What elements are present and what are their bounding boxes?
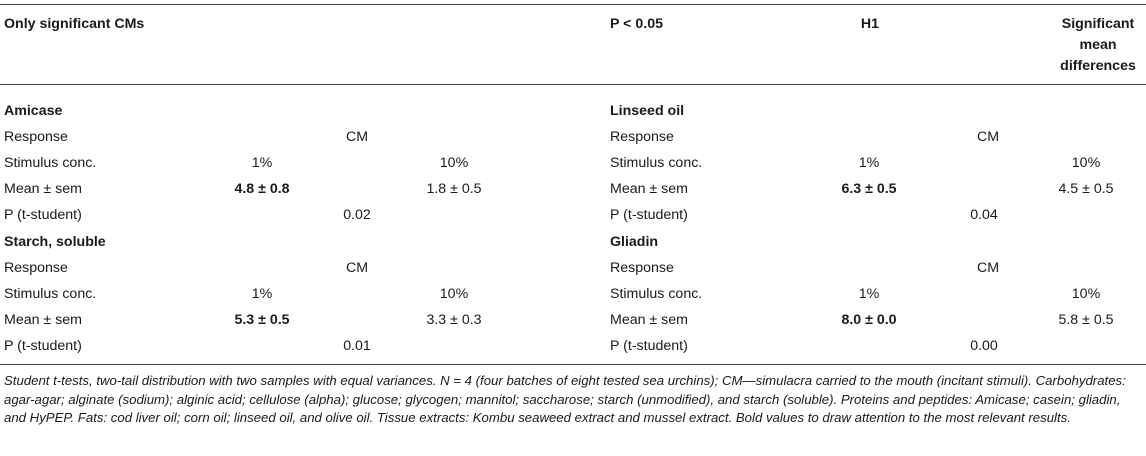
conc-1pct: 1% xyxy=(251,286,273,302)
mean-sem-label: Mean ± sem xyxy=(610,181,688,197)
section-title-amicase: Amicase xyxy=(4,103,63,119)
conc-10pct: 10% xyxy=(1071,155,1101,171)
response-value: CM xyxy=(345,260,369,276)
response-value: CM xyxy=(976,260,1000,276)
header-h1: H1 xyxy=(860,16,880,32)
response-label: Response xyxy=(4,260,68,276)
stimulus-conc-label: Stimulus conc. xyxy=(4,286,97,302)
bottom-rule xyxy=(0,364,1146,365)
header-only-significant: Only significant CMs xyxy=(4,16,145,32)
mean-sem-label: Mean ± sem xyxy=(4,181,82,197)
p-tstudent-label: P (t-student) xyxy=(610,207,688,223)
mean-1pct: 6.3 ± 0.5 xyxy=(841,181,897,197)
response-label: Response xyxy=(610,129,674,145)
mean-10pct: 3.3 ± 0.3 xyxy=(426,312,482,328)
section-title-linseed-oil: Linseed oil xyxy=(610,103,685,119)
response-value: CM xyxy=(345,129,369,145)
conc-1pct: 1% xyxy=(251,155,273,171)
mean-1pct: 8.0 ± 0.0 xyxy=(841,312,897,328)
mean-1pct: 4.8 ± 0.8 xyxy=(234,181,290,197)
section-title-gliadin: Gliadin xyxy=(610,234,659,250)
mean-sem-label: Mean ± sem xyxy=(4,312,82,328)
header-significant: Significant xyxy=(1061,16,1135,32)
p-tstudent-value: 0.01 xyxy=(343,338,371,354)
mean-sem-label: Mean ± sem xyxy=(610,312,688,328)
p-tstudent-value: 0.04 xyxy=(970,207,998,223)
p-tstudent-value: 0.00 xyxy=(970,338,998,354)
p-tstudent-value: 0.02 xyxy=(343,207,371,223)
conc-1pct: 1% xyxy=(858,286,880,302)
conc-10pct: 10% xyxy=(439,286,469,302)
response-label: Response xyxy=(4,129,68,145)
section-title-starch-soluble: Starch, soluble xyxy=(4,234,106,250)
header-differences: differences xyxy=(1060,58,1136,74)
mean-1pct: 5.3 ± 0.5 xyxy=(234,312,290,328)
mean-10pct: 4.5 ± 0.5 xyxy=(1058,181,1114,197)
p-tstudent-label: P (t-student) xyxy=(4,207,82,223)
p-tstudent-label: P (t-student) xyxy=(4,338,82,354)
stimulus-conc-label: Stimulus conc. xyxy=(610,155,703,171)
stimulus-conc-label: Stimulus conc. xyxy=(610,286,703,302)
conc-10pct: 10% xyxy=(1071,286,1101,302)
stimulus-conc-label: Stimulus conc. xyxy=(4,155,97,171)
table-footnote: Student t-tests, two-tail distribution with two samples with equal variances. N = 4 (four batches of eight tested sea urchins); CM—simulacra carried to the mouth (incitant stimuli). Carbohydrates: agar-agar; alginate (sodium); alginic acid; cellulose (alpha); glucose; glycogen; mannitol; saccharose; starch (unmodified), and starch (soluble). Proteins and peptides: Amicase; casein; gliadin, and HyPEP. Fats: cod liver oil; corn oil; linseed oil, and olive oil. Tissue extracts: Kombu seaweed extract and mussel extract. Bold values to draw attention to the most relevant results. xyxy=(4,373,1126,426)
mean-10pct: 1.8 ± 0.5 xyxy=(426,181,482,197)
response-label: Response xyxy=(610,260,674,276)
header-p-value: P < 0.05 xyxy=(610,16,663,32)
header-mean: mean xyxy=(1079,37,1117,53)
response-value: CM xyxy=(976,129,1000,145)
top-rule xyxy=(0,4,1146,5)
header-rule xyxy=(0,84,1146,85)
conc-10pct: 10% xyxy=(439,155,469,171)
p-tstudent-label: P (t-student) xyxy=(610,338,688,354)
conc-1pct: 1% xyxy=(858,155,880,171)
mean-10pct: 5.8 ± 0.5 xyxy=(1058,312,1114,328)
